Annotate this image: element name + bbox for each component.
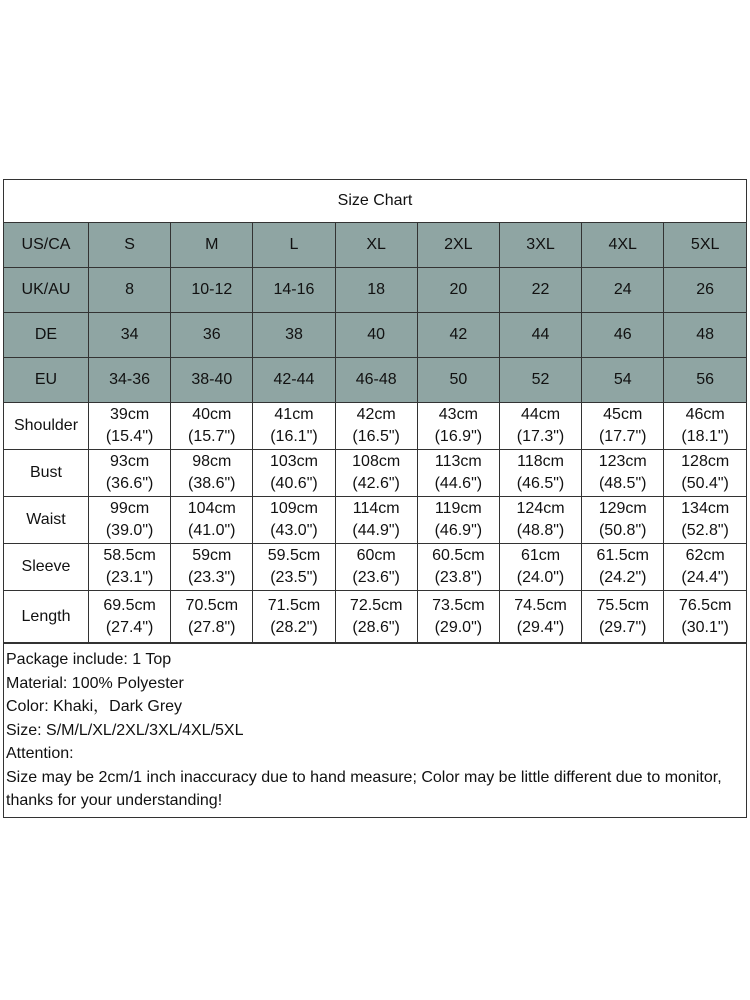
measurement-row xyxy=(4,450,746,497)
measurement-cm: 46cm xyxy=(685,406,725,423)
measurement-row xyxy=(4,591,746,643)
size-cell: 34 xyxy=(89,313,171,358)
measurement-cell xyxy=(89,497,171,544)
measurement-cell xyxy=(335,544,417,591)
measurement-cm: 98cm xyxy=(192,453,232,470)
measurement-cell xyxy=(664,450,746,497)
measurement-cm: 99cm xyxy=(110,500,150,517)
size-cell: 54 xyxy=(582,358,664,403)
measurement-inch: (27.4") xyxy=(105,618,154,636)
size-row xyxy=(4,313,746,358)
measurement-cell xyxy=(89,544,171,591)
measurement-cm: 62cm xyxy=(685,547,725,564)
measurement-inch: (44.9") xyxy=(352,522,400,539)
measurement-cm: 76.5cm xyxy=(678,596,732,614)
size-cell: 4XL xyxy=(582,223,664,268)
measurement-cm: 58.5cm xyxy=(103,547,156,564)
size-cell: 36 xyxy=(171,313,253,358)
measurement-cell xyxy=(499,403,581,450)
measurement-row xyxy=(4,497,746,544)
measurement-inch: (36.6") xyxy=(105,475,154,492)
size-cell: XL xyxy=(335,223,417,268)
measurement-cm: 72.5cm xyxy=(349,596,403,614)
measurement-cell xyxy=(417,403,499,450)
measurement-cell xyxy=(335,450,417,497)
measurement-cm: 69.5cm xyxy=(103,596,156,614)
measurement-cell xyxy=(664,591,746,643)
measurement-cm: 61.5cm xyxy=(596,547,649,564)
size-cell: 56 xyxy=(664,358,746,403)
size-cell: 2XL xyxy=(417,223,499,268)
measurement-label: Shoulder xyxy=(4,403,89,450)
size-cell: 14-16 xyxy=(253,268,335,313)
measurement-cell xyxy=(582,497,664,544)
measurement-cell xyxy=(417,591,499,643)
size-table-body xyxy=(4,223,746,643)
measurement-cell xyxy=(664,544,746,591)
measurement-cell xyxy=(253,497,335,544)
size-cell: 8 xyxy=(89,268,171,313)
measurement-inch: (28.2") xyxy=(270,618,318,636)
measurement-label: Bust xyxy=(4,450,89,497)
measurement-inch: (52.8") xyxy=(681,522,729,539)
measurement-cm: 41cm xyxy=(274,406,314,423)
measurement-inch: (16.5") xyxy=(352,428,400,445)
measurement-inch: (23.1") xyxy=(105,569,154,586)
measurement-inch: (41.0") xyxy=(188,522,236,539)
measurement-inch: (23.8") xyxy=(434,569,483,586)
measurement-cell xyxy=(499,450,581,497)
measurement-cm: 93cm xyxy=(110,453,150,470)
measurement-cell xyxy=(89,403,171,450)
measurement-inch: (40.6") xyxy=(270,475,318,492)
measurement-cell xyxy=(582,591,664,643)
measurement-inch: (24.0") xyxy=(516,569,565,586)
measurement-cell xyxy=(89,450,171,497)
measurement-cell xyxy=(582,403,664,450)
measurement-inch: (16.1") xyxy=(270,428,318,445)
measurement-inch: (28.6") xyxy=(352,618,400,636)
measurement-inch: (23.5") xyxy=(270,569,318,586)
measurement-cell xyxy=(582,450,664,497)
measurement-cell xyxy=(89,591,171,643)
note-color: Color: Khaki，Dark Grey xyxy=(6,698,183,715)
measurement-inch: (18.1") xyxy=(681,428,729,445)
measurement-inch: (29.7") xyxy=(598,618,647,636)
measurement-cell xyxy=(335,497,417,544)
size-cell: 42-44 xyxy=(253,358,335,403)
measurement-inch: (43.0") xyxy=(270,522,318,539)
measurement-cm: 124cm xyxy=(516,500,565,517)
size-cell: 20 xyxy=(417,268,499,313)
measurement-cell xyxy=(171,403,253,450)
measurement-inch: (17.7") xyxy=(598,428,647,445)
note-attention-heading: Attention: xyxy=(6,745,74,762)
measurement-cm: 109cm xyxy=(269,500,318,517)
measurement-inch: (24.4") xyxy=(681,569,729,586)
size-cell: 44 xyxy=(499,313,581,358)
measurement-label: Length xyxy=(4,591,89,643)
note-material: Material: 100% Polyester xyxy=(6,674,184,692)
measurement-cell xyxy=(335,591,417,643)
measurement-cm: 71.5cm xyxy=(267,596,321,614)
measurement-cm: 75.5cm xyxy=(596,596,649,614)
size-cell: 48 xyxy=(664,313,746,358)
measurement-inch: (42.6") xyxy=(352,475,400,492)
measurement-cell xyxy=(417,497,499,544)
size-cell: 52 xyxy=(499,358,581,403)
measurement-cell xyxy=(171,497,253,544)
measurement-cm: 40cm xyxy=(192,406,232,423)
measurement-inch: (46.9") xyxy=(434,522,483,539)
size-cell: L xyxy=(253,223,335,268)
measurement-label: Sleeve xyxy=(4,544,89,591)
measurement-cell xyxy=(335,403,417,450)
measurement-cell xyxy=(582,544,664,591)
measurement-inch: (48.5") xyxy=(598,475,647,492)
measurement-cm: 45cm xyxy=(603,406,643,423)
measurement-cm: 103cm xyxy=(269,453,318,470)
measurement-inch: (23.6") xyxy=(352,569,400,586)
size-row xyxy=(4,358,746,403)
measurement-cm: 108cm xyxy=(352,453,401,470)
size-cell: 40 xyxy=(335,313,417,358)
size-cell: 24 xyxy=(582,268,664,313)
measurement-cm: 118cm xyxy=(517,453,564,470)
measurement-inch: (50.8") xyxy=(598,522,647,539)
measurement-inch: (29.4") xyxy=(516,618,565,636)
product-notes xyxy=(4,643,746,817)
measurement-cm: 123cm xyxy=(598,453,647,470)
measurement-inch: (16.9") xyxy=(434,428,483,445)
size-cell: 42 xyxy=(417,313,499,358)
measurement-row xyxy=(4,544,746,591)
size-cell: 18 xyxy=(335,268,417,313)
measurement-inch: (29.0") xyxy=(434,618,483,636)
measurement-cell xyxy=(499,544,581,591)
measurement-inch: (23.3") xyxy=(188,569,236,586)
measurement-cell xyxy=(171,544,253,591)
measurement-cm: 59.5cm xyxy=(267,547,321,564)
measurement-cm: 104cm xyxy=(187,500,236,517)
chart-title: Size Chart xyxy=(4,180,746,223)
size-chart xyxy=(3,179,747,818)
measurement-cell xyxy=(171,591,253,643)
measurement-cm: 73.5cm xyxy=(432,596,485,614)
measurement-cm: 61cm xyxy=(520,547,561,564)
size-cell: 38 xyxy=(253,313,335,358)
measurement-inch: (44.6") xyxy=(434,475,483,492)
measurement-inch: (30.1") xyxy=(681,618,729,636)
measurement-inch: (38.6") xyxy=(188,475,236,492)
measurement-inch: (39.0") xyxy=(105,522,154,539)
measurement-inch: (48.8") xyxy=(516,522,565,539)
size-row xyxy=(4,268,746,313)
size-system-label: EU xyxy=(4,358,89,403)
note-sizes: Size: S/M/L/XL/2XL/3XL/4XL/5XL xyxy=(6,721,244,739)
measurement-cm: 42cm xyxy=(356,406,396,423)
measurement-cm: 60cm xyxy=(356,547,396,564)
measurement-inch: (15.4") xyxy=(105,428,154,445)
measurement-cm: 119cm xyxy=(434,500,482,517)
measurement-cm: 74.5cm xyxy=(514,596,567,614)
size-system-label: UK/AU xyxy=(4,268,89,313)
measurement-cell xyxy=(664,497,746,544)
measurement-cm: 44cm xyxy=(520,406,561,423)
measurement-cm: 43cm xyxy=(438,406,478,423)
measurement-inch: (46.5") xyxy=(516,475,565,492)
measurement-cm: 70.5cm xyxy=(185,596,239,614)
measurement-inch: (50.4") xyxy=(681,475,729,492)
size-cell: 26 xyxy=(664,268,746,313)
measurement-inch: (17.3") xyxy=(516,428,565,445)
measurement-cell xyxy=(417,544,499,591)
size-cell: 3XL xyxy=(499,223,581,268)
measurement-inch: (27.8") xyxy=(188,618,236,636)
measurement-cell xyxy=(417,450,499,497)
measurement-cell xyxy=(499,591,581,643)
size-cell: 46 xyxy=(582,313,664,358)
measurement-cm: 128cm xyxy=(681,453,730,470)
measurement-cell xyxy=(664,403,746,450)
note-package: Package include: 1 Top xyxy=(6,651,172,668)
size-cell: 10-12 xyxy=(171,268,253,313)
size-cell: 22 xyxy=(499,268,581,313)
measurement-row xyxy=(4,403,746,450)
measurement-cm: 113cm xyxy=(434,453,482,470)
note-attention-text: Size may be 2cm/1 inch inaccuracy due to hand measure; Color may be little different due to monitor, thanks for your understanding! xyxy=(6,768,722,809)
measurement-cell xyxy=(499,497,581,544)
size-cell: S xyxy=(89,223,171,268)
measurement-cm: 39cm xyxy=(110,406,150,423)
size-table xyxy=(4,223,746,643)
size-system-label: US/CA xyxy=(4,223,89,268)
size-cell: M xyxy=(171,223,253,268)
measurement-cm: 59cm xyxy=(192,547,232,564)
measurement-inch: (15.7") xyxy=(188,428,236,445)
measurement-cell xyxy=(253,450,335,497)
measurement-cell xyxy=(253,403,335,450)
size-cell: 38-40 xyxy=(171,358,253,403)
size-cell: 46-48 xyxy=(335,358,417,403)
measurement-cell xyxy=(253,591,335,643)
measurement-cm: 134cm xyxy=(681,500,730,517)
size-cell: 34-36 xyxy=(89,358,171,403)
measurement-cm: 129cm xyxy=(598,500,647,517)
measurement-label: Waist xyxy=(4,497,89,544)
size-cell: 5XL xyxy=(664,223,746,268)
measurement-cm: 114cm xyxy=(352,500,400,517)
size-cell: 50 xyxy=(417,358,499,403)
size-system-label: DE xyxy=(4,313,89,358)
size-row xyxy=(4,223,746,268)
measurement-cm: 60.5cm xyxy=(432,547,485,564)
measurement-inch: (24.2") xyxy=(598,569,647,586)
measurement-cell xyxy=(253,544,335,591)
measurement-cell xyxy=(171,450,253,497)
